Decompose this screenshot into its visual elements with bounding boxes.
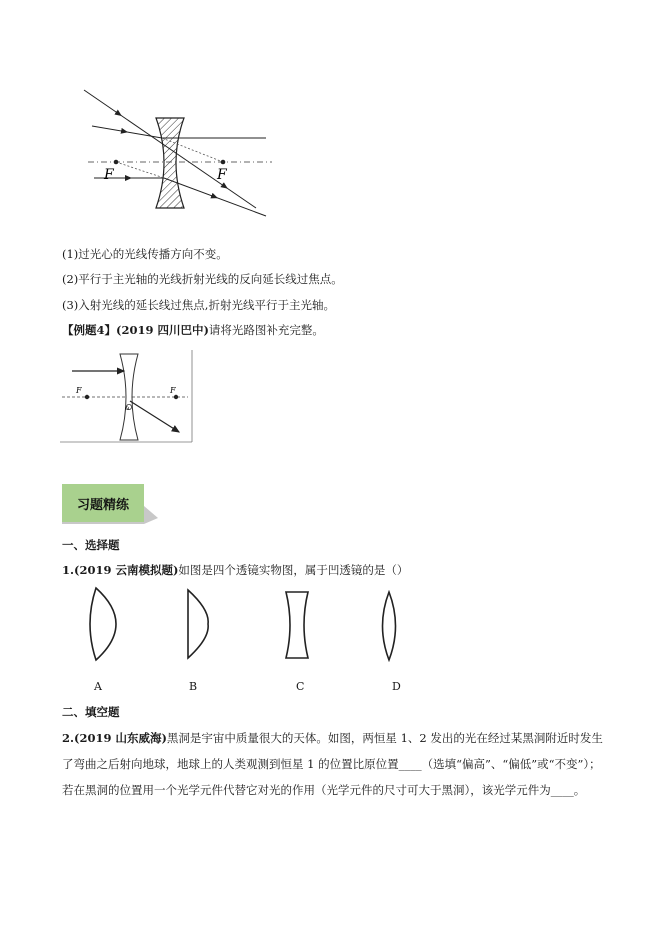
question-text: 黑洞是宇宙中质量很大的天体。如图，两恒星 1、2 发出的光在经过某黑洞附近时发生 <box>166 731 603 745</box>
question-text: 如图是四个透镜实物图，属于凹透镜的是（） <box>178 563 409 577</box>
rule-3: (3)入射光线的延长线过焦点,折射光线平行于主光轴。 <box>62 298 335 312</box>
question-number: 2. <box>62 731 75 745</box>
question-2-line-2: 了弯曲之后射向地球，地球上的人类观测到恒星 1 的位置比原位置____（选填“偏高”、“偏低”或“不变”）； <box>62 757 601 771</box>
question-source: (2019 云南模拟题) <box>74 563 179 577</box>
example-text: 请将光路图补充完整。 <box>208 323 324 337</box>
option-b-label: B <box>189 680 198 693</box>
option-d-label: D <box>392 680 401 693</box>
rule-2: (2)平行于主光轴的光线折射光线的反向延长线过焦点。 <box>62 272 343 286</box>
example-4-ray-diagram <box>58 348 196 444</box>
option-a-label: A <box>94 680 102 693</box>
question-1 <box>62 562 408 578</box>
question-2-line-3: 若在黑洞的位置用一个光学元件代替它对光的作用（光学元件的尺寸可大于黑洞），该光学元件为____。 <box>62 783 586 797</box>
section-banner: 习题精练 <box>62 484 144 522</box>
concave-lens-ray-diagram <box>80 82 280 218</box>
example-tag: 【例题4】 <box>62 323 117 337</box>
option-c-label: C <box>296 680 305 693</box>
section-1-heading: 一、选择题 <box>62 538 120 552</box>
lens-option-a-shape <box>80 586 120 662</box>
optical-center-label: O <box>125 406 130 412</box>
focus-right-label: F <box>170 386 176 395</box>
example-source: (2019 四川巴中) <box>116 323 209 337</box>
lens-option-d-shape <box>374 590 404 662</box>
question-source: (2019 山东威海) <box>74 731 167 745</box>
focus-right-label: F <box>217 167 227 183</box>
focus-left-label: F <box>104 167 114 183</box>
question-number: 1. <box>62 563 75 577</box>
question-2-line-1 <box>62 730 603 746</box>
focus-left-label: F <box>76 386 82 395</box>
lens-option-c-shape <box>282 590 312 660</box>
example-4-heading <box>62 322 324 338</box>
concave-lens <box>156 118 184 208</box>
lens-option-b-shape <box>180 588 214 660</box>
section-2-heading: 二、填空题 <box>62 705 120 719</box>
rule-1: (1)过光心的光线传播方向不变。 <box>62 247 228 261</box>
